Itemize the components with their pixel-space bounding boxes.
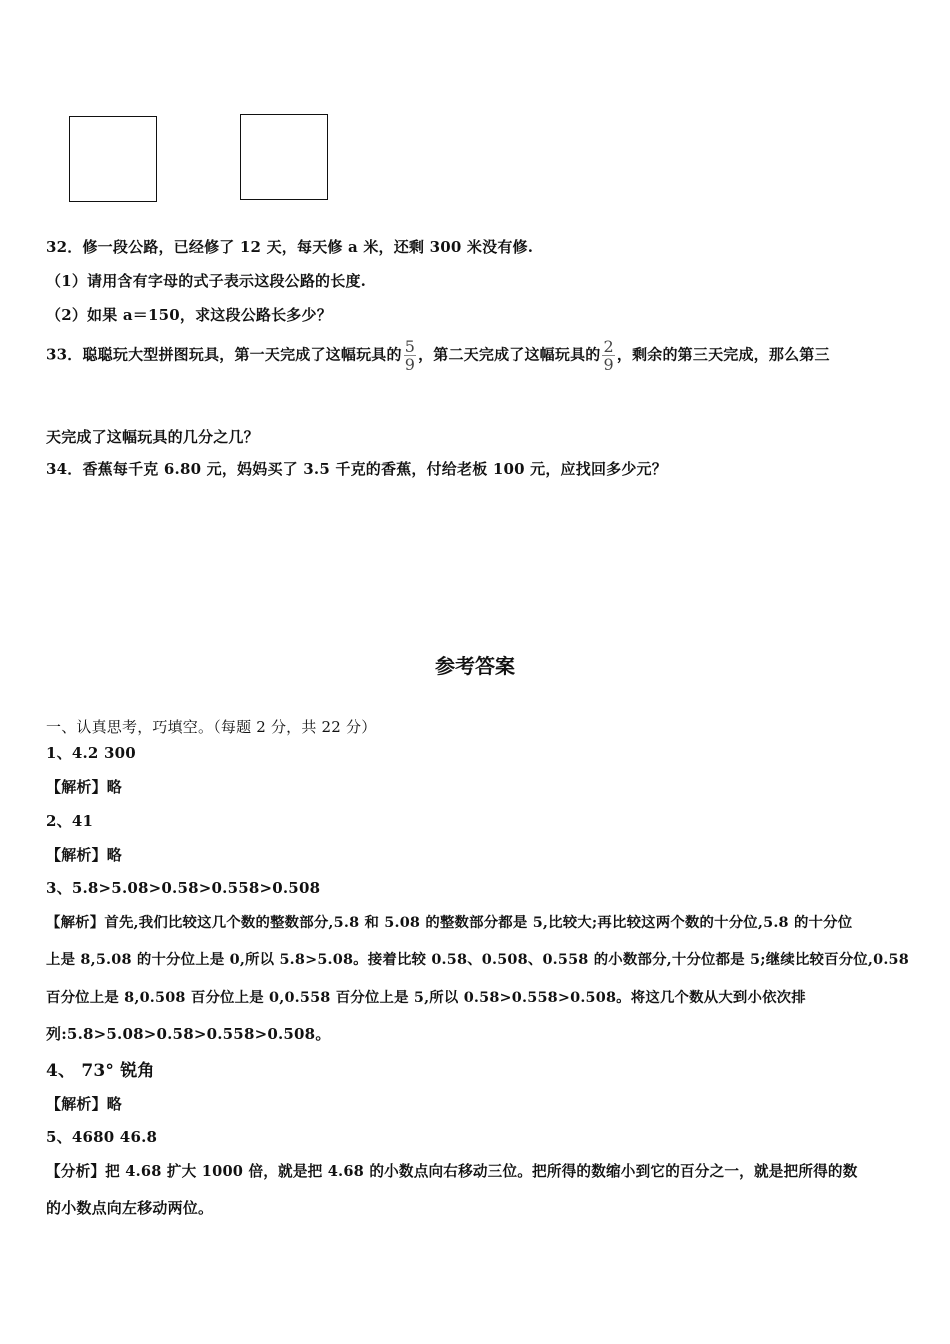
answer-4: 4、 73° 锐角 (46, 1061, 155, 1081)
answer-4-analysis: 【解析】略 (46, 1095, 123, 1113)
answer-3-analysis-line-1: 【解析】首先,我们比较这几个数的整数部分,5.8 和 5.08 的整数部分都是 5,比较大;再比较这两个数的十分位,5.8 的十分位 (46, 914, 853, 931)
answer-5-analysis-line-1: 【分析】把 4.68 扩大 1000 倍，就是把 4.68 的小数点向右移动三位。把所得的数缩小到它的百分之一，就是把所得的数 (46, 1163, 858, 1180)
question-33-text-b: ，第二天完成了这幅玩具的 (418, 345, 601, 364)
fraction-five-ninths: $\frac{5}{9}$ (404, 337, 416, 374)
answer-3-analysis-line-3: 百分位上是 8,0.508 百分位上是 0,0.558 百分位上是 5,所以 0.58>0.558>0.508。将这几个数从大到小依次排 (46, 989, 806, 1006)
answer-3-analysis-line-2: 上是 8,5.08 的十分位上是 0,所以 5.8>5.08。接着比较 0.58、0.508、0.558 的小数部分,十分位都是 5;继续比较百分位,0.58 (46, 951, 909, 968)
answer-box-right (240, 114, 328, 200)
question-33-line-2: 天完成了这幅玩具的几分之几？ (46, 428, 259, 446)
question-32-part-1: （1）请用含有字母的式子表示这段公路的长度. (46, 272, 367, 290)
answers-section-heading: 一、认真思考，巧填空。（每题 2 分，共 22 分） (46, 718, 377, 736)
answer-1-analysis: 【解析】略 (46, 778, 123, 796)
question-32: 32．修一段公路，已经修了 12 天，每天修 a 米，还剩 300 米没有修. (46, 238, 534, 256)
answer-5: 5、4680 46.8 (46, 1128, 158, 1146)
answer-2: 2、41 (46, 812, 94, 830)
answer-3: 3、5.8>5.08>0.58>0.558>0.508 (46, 879, 321, 897)
answer-box-left (69, 116, 157, 202)
question-33-text-a: 33．聪聪玩大型拼图玩具，第一天完成了这幅玩具的 (46, 345, 402, 364)
answer-2-analysis: 【解析】略 (46, 846, 123, 864)
answer-3-analysis-line-4: 列:5.8>5.08>0.58>0.558>0.508。 (46, 1025, 331, 1043)
answers-title: 参考答案 (435, 654, 515, 678)
answer-5-analysis-line-2: 的小数点向左移动两位。 (46, 1199, 214, 1217)
question-32-part-2: （2）如果 a＝150，求这段公路长多少？ (46, 306, 332, 324)
question-34: 34．香蕉每千克 6.80 元，妈妈买了 3.5 千克的香蕉，付给老板 100 元，应找回多少元？ (46, 460, 667, 478)
question-33-text-c: ，剩余的第三天完成，那么第三 (616, 345, 830, 364)
answer-1: 1、4.2 300 (46, 744, 136, 762)
fraction-two-ninths: $\frac{2}{9}$ (603, 337, 614, 374)
question-33 (46, 338, 830, 373)
